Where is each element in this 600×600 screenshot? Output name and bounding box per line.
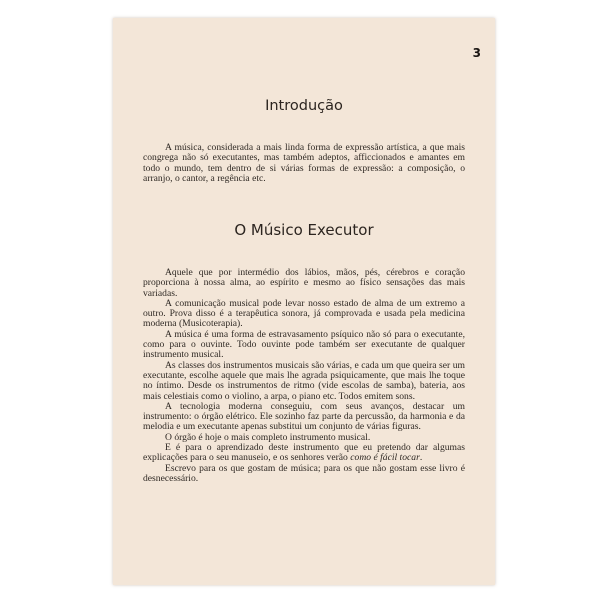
paragraph: A comunicação musical pode levar nosso estado de alma de um extremo a outro. Prova disso é a terapêutica sonora, já comprovada e usada pela medicina moderna (Musicoterapia). [143, 297, 465, 330]
paragraph-end: . [419, 452, 423, 464]
musico-executor-text [143, 268, 465, 484]
introducao-heading: Introdução [265, 98, 343, 114]
paragraph-with-emphasis [143, 443, 465, 464]
paragraph: A música é uma forma de estravasamento psíquico não só para o executante, como para o ouvinte. Todo ouvinte pode também ser executante de qualquer instrumento musical. [143, 328, 465, 361]
introducao-text [143, 143, 465, 184]
closing-paragraph: Escrevo para os que gostam de música; para os que não gostam esse livro é desnecessário. [143, 462, 465, 484]
musico-executor-heading: O Músico Executor [234, 221, 374, 239]
paragraph: Aquele que por intermédio dos lábios, mãos, pés, cérebros e coração proporciona à nossa alma, ao espírito e mesmo ao físico sensações das mais variadas. [143, 267, 465, 299]
paragraph-start: E é para o aprendizado deste instrumento que eu pretendo dar algumas explicações para o seu manuseio, e os senhores verão [143, 442, 465, 464]
introducao-paragraph: A música, considerada a mais linda forma de expressão artística, a que mais congrega não só executantes, mas também adeptos, afficcionados e amantes em todo o mundo, tem dentro de si várias formas de expressão: a composição, o arranjo, o cantor, a regência etc. [143, 142, 465, 184]
emphasis-text: como é fácil tocar [350, 452, 420, 464]
paragraph: A tecnologia moderna conseguiu, com seus avanços, destacar um instrumento: o órgão elétrico. Ele sozinho faz parte da percussão, da harmonia e da melodia e um executante apenas substitui um conjunto de várias figuras. [143, 400, 465, 433]
page-number: 3 [472, 46, 481, 60]
book-page [113, 18, 495, 585]
paragraph: O órgão é hoje o mais completo instrumento musical. [165, 431, 371, 443]
paragraph: As classes dos instrumentos musicais são várias, e cada um que queira ser um executante, escolhe aquele que mais lhe agrada psiquicamente, que mais lhe toque no íntimo. Desde os instrumentos de ritmo (vide escolas de samba), bateria, aos mais celestiais como o violino, a arpa, o piano etc. Todos emitem sons. [143, 359, 465, 402]
